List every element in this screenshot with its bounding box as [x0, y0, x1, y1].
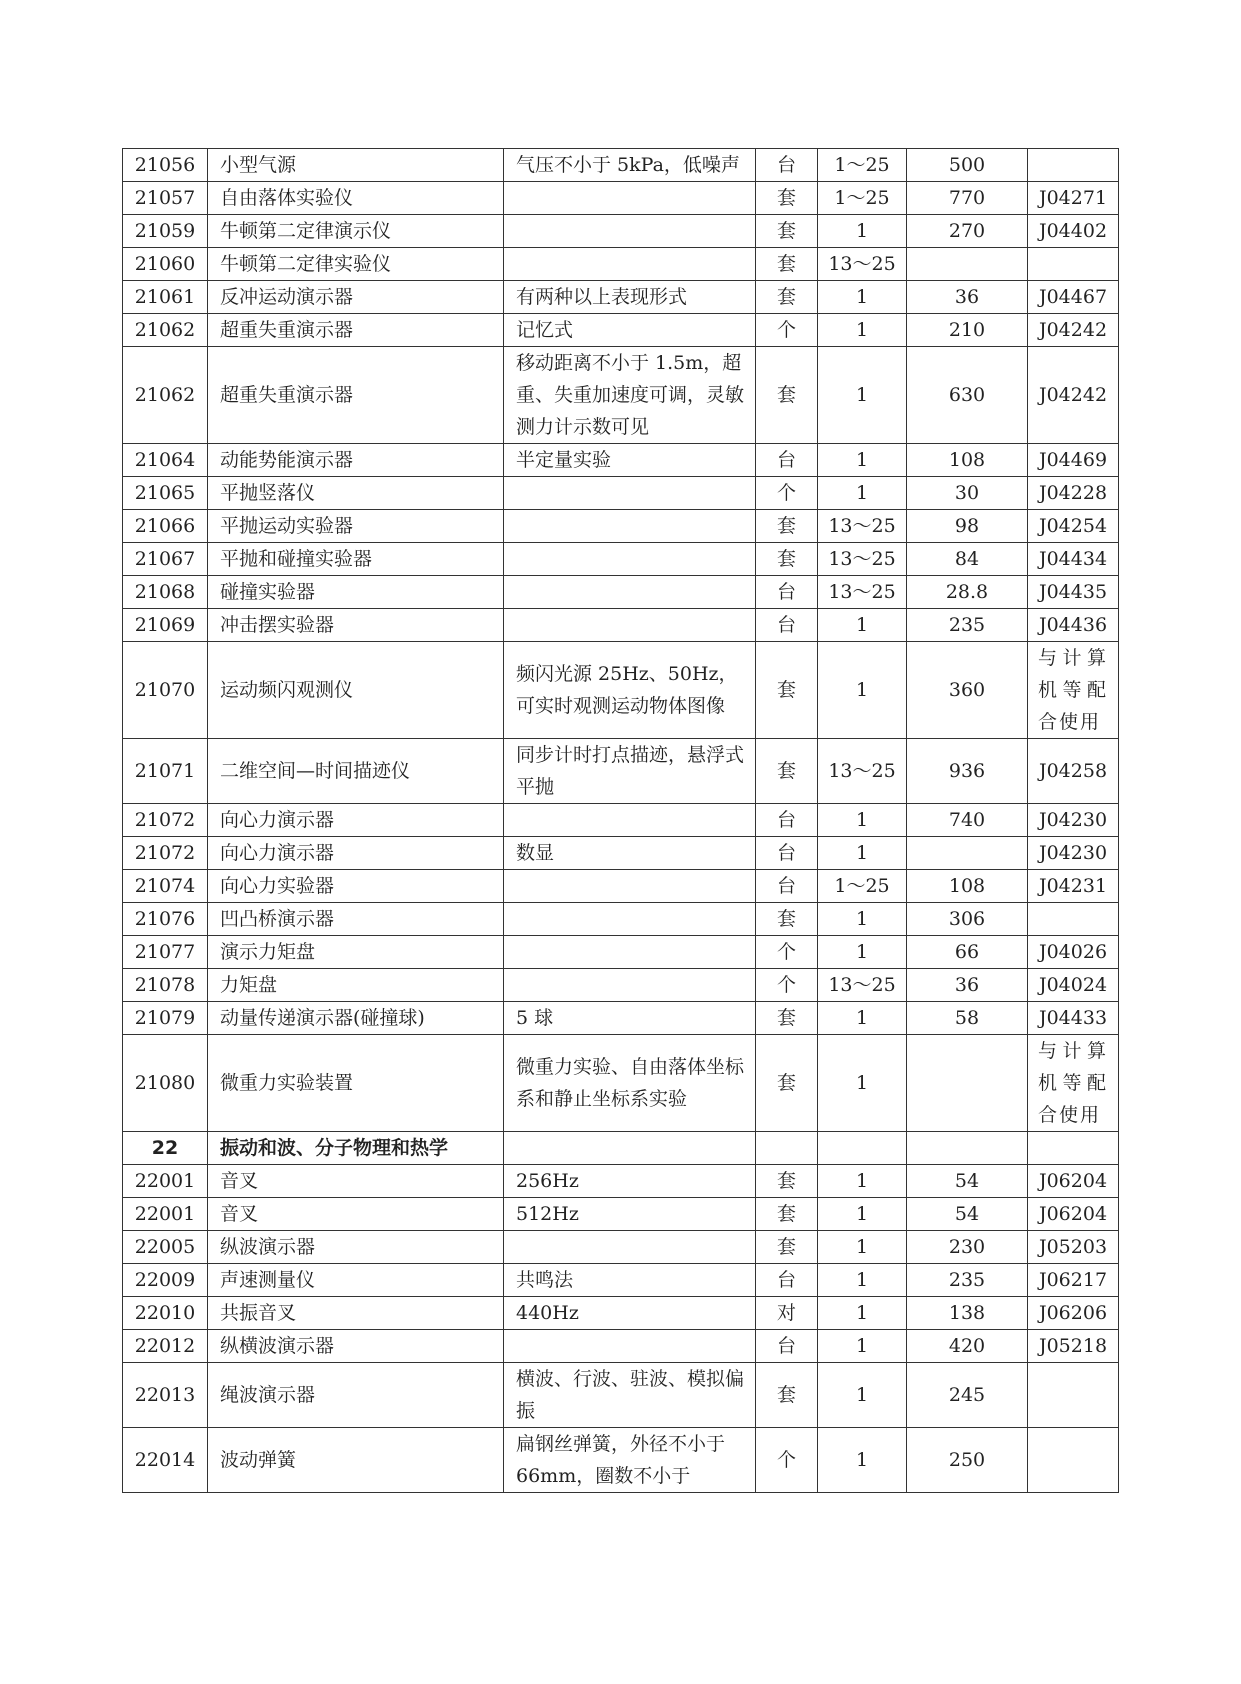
spec-cell: 微重力实验、自由落体坐标系和静止坐标系实验: [504, 1035, 756, 1132]
unit-cell: 台: [756, 576, 818, 609]
table-row: [123, 281, 1119, 314]
spec-cell: [504, 215, 756, 248]
price-cell: [907, 1132, 1028, 1165]
unit-cell: 套: [756, 1165, 818, 1198]
reference-cell: J04024: [1028, 969, 1119, 1002]
code-cell: 21076: [123, 903, 208, 936]
name-cell: 超重失重演示器: [208, 347, 504, 444]
quantity-cell: 1: [818, 609, 907, 642]
code-cell: 21062: [123, 347, 208, 444]
table-row: [123, 1035, 1119, 1132]
quantity-cell: 1: [818, 1363, 907, 1428]
code-cell: 21061: [123, 281, 208, 314]
name-cell: 动量传递演示器(碰撞球): [208, 1002, 504, 1035]
name-cell: 小型气源: [208, 149, 504, 182]
unit-cell: 个: [756, 1428, 818, 1493]
unit-cell: 套: [756, 903, 818, 936]
code-cell: 21062: [123, 314, 208, 347]
quantity-cell: 1: [818, 1330, 907, 1363]
price-cell: 360: [907, 642, 1028, 739]
reference-cell: J04271: [1028, 182, 1119, 215]
price-cell: 54: [907, 1198, 1028, 1231]
spec-cell: [504, 870, 756, 903]
quantity-cell: 1: [818, 837, 907, 870]
code-cell: 22005: [123, 1231, 208, 1264]
code-cell: 22: [123, 1132, 208, 1165]
price-cell: 740: [907, 804, 1028, 837]
table-row: [123, 1002, 1119, 1035]
name-cell: 声速测量仪: [208, 1264, 504, 1297]
price-cell: 230: [907, 1231, 1028, 1264]
name-cell: 微重力实验装置: [208, 1035, 504, 1132]
unit-cell: 套: [756, 182, 818, 215]
reference-cell: J04230: [1028, 804, 1119, 837]
name-cell: 碰撞实验器: [208, 576, 504, 609]
price-cell: 36: [907, 969, 1028, 1002]
quantity-cell: 13～25: [818, 510, 907, 543]
code-cell: 21060: [123, 248, 208, 281]
quantity-cell: 1: [818, 444, 907, 477]
quantity-cell: 1: [818, 314, 907, 347]
name-cell: 振动和波、分子物理和热学: [208, 1132, 504, 1165]
name-cell: 向心力实验器: [208, 870, 504, 903]
code-cell: 21078: [123, 969, 208, 1002]
spec-cell: 横波、行波、驻波、模拟偏振: [504, 1363, 756, 1428]
price-cell: 84: [907, 543, 1028, 576]
quantity-cell: 1: [818, 281, 907, 314]
name-cell: 凹凸桥演示器: [208, 903, 504, 936]
spec-cell: [504, 969, 756, 1002]
name-cell: 牛顿第二定律演示仪: [208, 215, 504, 248]
code-cell: 22001: [123, 1198, 208, 1231]
price-cell: 250: [907, 1428, 1028, 1493]
unit-cell: 个: [756, 969, 818, 1002]
spec-cell: 同步计时打点描迹，悬浮式平抛: [504, 739, 756, 804]
table-row: [123, 804, 1119, 837]
quantity-cell: 1～25: [818, 149, 907, 182]
quantity-cell: 1: [818, 642, 907, 739]
table-row: [123, 870, 1119, 903]
name-cell: 音叉: [208, 1165, 504, 1198]
name-cell: 动能势能演示器: [208, 444, 504, 477]
code-cell: 21056: [123, 149, 208, 182]
name-cell: 反冲运动演示器: [208, 281, 504, 314]
spec-cell: 数显: [504, 837, 756, 870]
table-row: [123, 936, 1119, 969]
name-cell: 音叉: [208, 1198, 504, 1231]
spec-cell: 频闪光源 25Hz、50Hz，可实时观测运动物体图像: [504, 642, 756, 739]
unit-cell: 台: [756, 444, 818, 477]
table-row: [123, 510, 1119, 543]
reference-cell: J06206: [1028, 1297, 1119, 1330]
code-cell: 22013: [123, 1363, 208, 1428]
quantity-cell: 1: [818, 1002, 907, 1035]
quantity-cell: 1: [818, 1165, 907, 1198]
price-cell: 306: [907, 903, 1028, 936]
reference-cell: J04436: [1028, 609, 1119, 642]
unit-cell: 套: [756, 215, 818, 248]
name-cell: 平抛运动实验器: [208, 510, 504, 543]
price-cell: 36: [907, 281, 1028, 314]
table-row: [123, 215, 1119, 248]
reference-cell: 与计算机等配合使用: [1028, 642, 1119, 739]
price-cell: [907, 1035, 1028, 1132]
quantity-cell: 1: [818, 347, 907, 444]
code-cell: 21066: [123, 510, 208, 543]
quantity-cell: 1: [818, 1231, 907, 1264]
price-cell: 66: [907, 936, 1028, 969]
table-row: [123, 1231, 1119, 1264]
unit-cell: 套: [756, 1002, 818, 1035]
spec-cell: [504, 804, 756, 837]
price-cell: 210: [907, 314, 1028, 347]
code-cell: 21070: [123, 642, 208, 739]
name-cell: 冲击摆实验器: [208, 609, 504, 642]
quantity-cell: 1: [818, 1264, 907, 1297]
unit-cell: 台: [756, 837, 818, 870]
spec-cell: 共鸣法: [504, 1264, 756, 1297]
spec-cell: 5 球: [504, 1002, 756, 1035]
name-cell: 平抛竖落仪: [208, 477, 504, 510]
reference-cell: J04231: [1028, 870, 1119, 903]
table-row: [123, 444, 1119, 477]
price-cell: 138: [907, 1297, 1028, 1330]
name-cell: 纵横波演示器: [208, 1330, 504, 1363]
code-cell: 22010: [123, 1297, 208, 1330]
unit-cell: 个: [756, 936, 818, 969]
spec-cell: 移动距离不小于 1.5m，超重、失重加速度可调，灵敏测力计示数可见: [504, 347, 756, 444]
table-row: [123, 149, 1119, 182]
quantity-cell: 13～25: [818, 543, 907, 576]
unit-cell: 台: [756, 609, 818, 642]
quantity-cell: 13～25: [818, 739, 907, 804]
spec-cell: 记忆式: [504, 314, 756, 347]
table-row: [123, 347, 1119, 444]
reference-cell: J04435: [1028, 576, 1119, 609]
spec-cell: 512Hz: [504, 1198, 756, 1231]
code-cell: 21071: [123, 739, 208, 804]
spec-cell: 气压不小于 5kPa，低噪声: [504, 149, 756, 182]
quantity-cell: 1: [818, 936, 907, 969]
reference-cell: J04228: [1028, 477, 1119, 510]
reference-cell: 与计算机等配合使用: [1028, 1035, 1119, 1132]
name-cell: 平抛和碰撞实验器: [208, 543, 504, 576]
name-cell: 力矩盘: [208, 969, 504, 1002]
code-cell: 22014: [123, 1428, 208, 1493]
table-row: [123, 248, 1119, 281]
price-cell: 58: [907, 1002, 1028, 1035]
name-cell: 共振音叉: [208, 1297, 504, 1330]
unit-cell: 套: [756, 248, 818, 281]
quantity-cell: 1: [818, 1428, 907, 1493]
name-cell: 超重失重演示器: [208, 314, 504, 347]
price-cell: [907, 837, 1028, 870]
unit-cell: 个: [756, 314, 818, 347]
reference-cell: J06204: [1028, 1165, 1119, 1198]
section-header-row: [123, 1132, 1119, 1165]
reference-cell: J04434: [1028, 543, 1119, 576]
price-cell: 770: [907, 182, 1028, 215]
reference-cell: J04254: [1028, 510, 1119, 543]
spec-cell: 440Hz: [504, 1297, 756, 1330]
spec-cell: [504, 543, 756, 576]
reference-cell: J04242: [1028, 314, 1119, 347]
spec-cell: [504, 477, 756, 510]
spec-cell: [504, 248, 756, 281]
price-cell: 30: [907, 477, 1028, 510]
table-row: [123, 576, 1119, 609]
quantity-cell: 1～25: [818, 182, 907, 215]
price-cell: 420: [907, 1330, 1028, 1363]
table-row: [123, 642, 1119, 739]
code-cell: 22001: [123, 1165, 208, 1198]
code-cell: 21079: [123, 1002, 208, 1035]
code-cell: 21080: [123, 1035, 208, 1132]
table-row: [123, 1363, 1119, 1428]
quantity-cell: 13～25: [818, 576, 907, 609]
spec-cell: [504, 1231, 756, 1264]
code-cell: 21064: [123, 444, 208, 477]
name-cell: 纵波演示器: [208, 1231, 504, 1264]
spec-cell: 256Hz: [504, 1165, 756, 1198]
unit-cell: 台: [756, 804, 818, 837]
quantity-cell: 1: [818, 903, 907, 936]
reference-cell: J04242: [1028, 347, 1119, 444]
unit-cell: 套: [756, 543, 818, 576]
code-cell: 21072: [123, 804, 208, 837]
quantity-cell: 1: [818, 215, 907, 248]
reference-cell: J04467: [1028, 281, 1119, 314]
code-cell: 21074: [123, 870, 208, 903]
table-body: [123, 149, 1119, 1493]
code-cell: 21057: [123, 182, 208, 215]
quantity-cell: [818, 1132, 907, 1165]
price-cell: 108: [907, 870, 1028, 903]
reference-cell: J04469: [1028, 444, 1119, 477]
reference-cell: J04258: [1028, 739, 1119, 804]
price-cell: 630: [907, 347, 1028, 444]
reference-cell: J04230: [1028, 837, 1119, 870]
price-cell: 54: [907, 1165, 1028, 1198]
spec-cell: [504, 1132, 756, 1165]
spec-cell: [504, 936, 756, 969]
quantity-cell: 1: [818, 1297, 907, 1330]
unit-cell: 对: [756, 1297, 818, 1330]
quantity-cell: 1～25: [818, 870, 907, 903]
spec-cell: 扁钢丝弹簧，外径不小于 66mm，圈数不小于: [504, 1428, 756, 1493]
unit-cell: 套: [756, 1198, 818, 1231]
unit-cell: 台: [756, 870, 818, 903]
reference-cell: [1028, 1428, 1119, 1493]
price-cell: 245: [907, 1363, 1028, 1428]
table-row: [123, 314, 1119, 347]
price-cell: 108: [907, 444, 1028, 477]
price-cell: 936: [907, 739, 1028, 804]
reference-cell: [1028, 1132, 1119, 1165]
table-row: [123, 1165, 1119, 1198]
quantity-cell: 13～25: [818, 969, 907, 1002]
table-row: [123, 837, 1119, 870]
price-cell: 235: [907, 609, 1028, 642]
table-row: [123, 543, 1119, 576]
reference-cell: [1028, 248, 1119, 281]
price-cell: 98: [907, 510, 1028, 543]
code-cell: 21067: [123, 543, 208, 576]
code-cell: 21077: [123, 936, 208, 969]
unit-cell: 套: [756, 1231, 818, 1264]
name-cell: 波动弹簧: [208, 1428, 504, 1493]
spec-cell: [504, 576, 756, 609]
table-row: [123, 969, 1119, 1002]
table-row: [123, 1297, 1119, 1330]
reference-cell: J04433: [1028, 1002, 1119, 1035]
code-cell: 21068: [123, 576, 208, 609]
reference-cell: [1028, 149, 1119, 182]
code-cell: 22012: [123, 1330, 208, 1363]
spec-cell: [504, 1330, 756, 1363]
reference-cell: J04026: [1028, 936, 1119, 969]
spec-cell: 半定量实验: [504, 444, 756, 477]
spec-cell: [504, 182, 756, 215]
table-row: [123, 1428, 1119, 1493]
code-cell: 21072: [123, 837, 208, 870]
price-cell: 235: [907, 1264, 1028, 1297]
reference-cell: [1028, 903, 1119, 936]
unit-cell: 套: [756, 281, 818, 314]
price-cell: 500: [907, 149, 1028, 182]
code-cell: 22009: [123, 1264, 208, 1297]
quantity-cell: 1: [818, 1198, 907, 1231]
unit-cell: 套: [756, 1035, 818, 1132]
table-row: [123, 1330, 1119, 1363]
code-cell: 21065: [123, 477, 208, 510]
name-cell: 绳波演示器: [208, 1363, 504, 1428]
spec-cell: 有两种以上表现形式: [504, 281, 756, 314]
table-row: [123, 182, 1119, 215]
unit-cell: 套: [756, 510, 818, 543]
code-cell: 21069: [123, 609, 208, 642]
unit-cell: 套: [756, 1363, 818, 1428]
unit-cell: 套: [756, 739, 818, 804]
table-row: [123, 1264, 1119, 1297]
name-cell: 向心力演示器: [208, 804, 504, 837]
quantity-cell: 13～25: [818, 248, 907, 281]
table-row: [123, 739, 1119, 804]
quantity-cell: 1: [818, 1035, 907, 1132]
unit-cell: [756, 1132, 818, 1165]
name-cell: 二维空间—时间描迹仪: [208, 739, 504, 804]
quantity-cell: 1: [818, 477, 907, 510]
unit-cell: 台: [756, 1264, 818, 1297]
unit-cell: 套: [756, 642, 818, 739]
spec-cell: [504, 510, 756, 543]
reference-cell: J05218: [1028, 1330, 1119, 1363]
name-cell: 牛顿第二定律实验仪: [208, 248, 504, 281]
table-row: [123, 609, 1119, 642]
name-cell: 向心力演示器: [208, 837, 504, 870]
price-cell: [907, 248, 1028, 281]
equipment-table: [122, 148, 1119, 1493]
name-cell: 自由落体实验仪: [208, 182, 504, 215]
table-row: [123, 477, 1119, 510]
unit-cell: 台: [756, 1330, 818, 1363]
name-cell: 演示力矩盘: [208, 936, 504, 969]
unit-cell: 套: [756, 347, 818, 444]
spec-cell: [504, 609, 756, 642]
reference-cell: J04402: [1028, 215, 1119, 248]
unit-cell: 台: [756, 149, 818, 182]
reference-cell: J06217: [1028, 1264, 1119, 1297]
quantity-cell: 1: [818, 804, 907, 837]
table-row: [123, 903, 1119, 936]
name-cell: 运动频闪观测仪: [208, 642, 504, 739]
spec-cell: [504, 903, 756, 936]
reference-cell: [1028, 1363, 1119, 1428]
price-cell: 270: [907, 215, 1028, 248]
price-cell: 28.8: [907, 576, 1028, 609]
unit-cell: 个: [756, 477, 818, 510]
reference-cell: J06204: [1028, 1198, 1119, 1231]
reference-cell: J05203: [1028, 1231, 1119, 1264]
table-row: [123, 1198, 1119, 1231]
code-cell: 21059: [123, 215, 208, 248]
